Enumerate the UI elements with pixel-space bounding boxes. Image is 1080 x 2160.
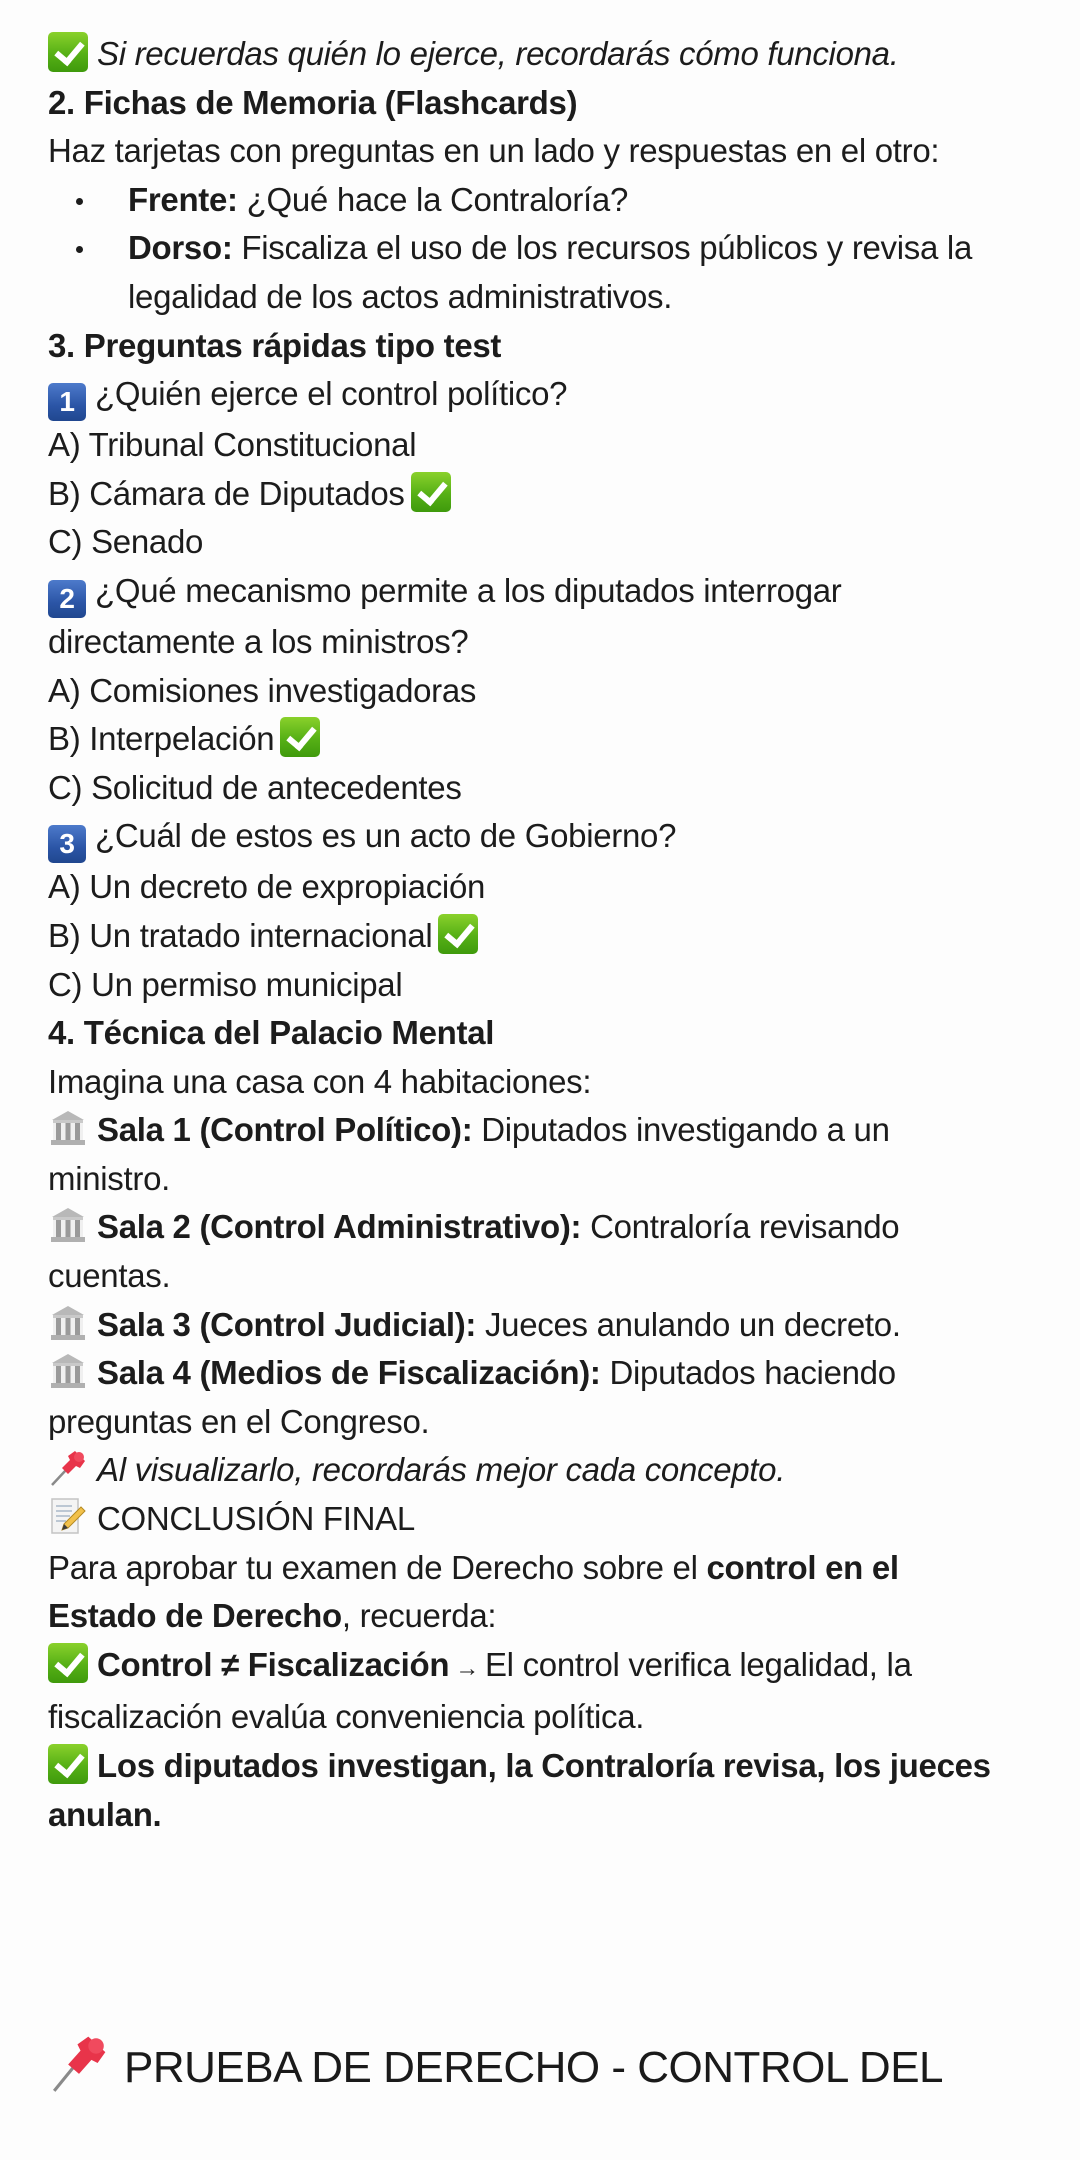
question-1-option-c: C) Senado: [48, 523, 204, 561]
document-body: [48, 30, 1048, 1839]
question-1-option-a: A) Tribunal Constitucional: [48, 426, 417, 464]
conclusion-intro-cont: Estado de Derecho, recuerda:: [48, 1597, 497, 1635]
room-2: Sala 2 (Control Administrativo): Contraloría revisando: [48, 1203, 1048, 1252]
flashcard-list: [48, 176, 1048, 322]
room-2-continuation: cuentas.: [48, 1257, 171, 1295]
room-3: Sala 3 (Control Judicial): Jueces anulando un decreto.: [48, 1301, 1048, 1350]
question-3-option-a: A) Un decreto de expropiación: [48, 868, 486, 906]
classical-building-icon: [48, 1351, 88, 1391]
question-3: 3 ¿Cuál de estos es un acto de Gobierno?: [48, 812, 1048, 863]
room-4: Sala 4 (Medios de Fiscalización): Diputados haciendo: [48, 1349, 1048, 1398]
keycap-2-icon: 2: [48, 580, 86, 618]
section-2-title: 2. Fichas de Memoria (Flashcards): [48, 83, 578, 121]
conclusion-point-1: Control ≠ Fiscalización → El control verifica legalidad, la: [48, 1641, 1048, 1694]
question-2-continuation: directamente a los ministros?: [48, 622, 469, 660]
conclusion-point-2-cont: anulan.: [48, 1795, 162, 1833]
flashcard-back: Dorso: Fiscaliza el uso de los recursos públicos y revisa la legalidad de los actos administrativos.: [48, 224, 1028, 321]
check-mark-icon: [280, 717, 320, 757]
section-4-title: 4. Técnica del Palacio Mental: [48, 1014, 495, 1052]
conclusion-point-1-cont: fiscalización evalúa conveniencia política.: [48, 1698, 645, 1736]
question-2-option-b: B) Interpelación: [48, 715, 1048, 764]
bullet-icon: [76, 246, 83, 253]
check-mark-icon: [48, 32, 88, 72]
question-1-option-b: B) Cámara de Diputados: [48, 470, 1048, 519]
conclusion-intro: Para aprobar tu examen de Derecho sobre el control en el: [48, 1548, 899, 1586]
check-mark-icon: [48, 1643, 88, 1683]
pushpin-icon: [48, 2030, 110, 2096]
classical-building-icon: [48, 1108, 88, 1148]
section-2-intro: Haz tarjetas con preguntas en un lado y respuestas en el otro:: [48, 132, 940, 170]
intro-tip: Si recuerdas quién lo ejerce, recordarás cómo funciona.: [48, 30, 1048, 79]
bullet-icon: [76, 198, 83, 205]
check-mark-icon: [438, 914, 478, 954]
room-1: Sala 1 (Control Político): Diputados investigando a un: [48, 1106, 1048, 1155]
question-2-option-a: A) Comisiones investigadoras: [48, 671, 477, 709]
right-arrow-icon: →: [455, 1654, 479, 1682]
room-1-continuation: ministro.: [48, 1159, 170, 1197]
check-mark-icon: [411, 472, 451, 512]
pushpin-icon: [48, 1448, 88, 1488]
memo-icon: [48, 1497, 88, 1537]
conclusion-title: CONCLUSIÓN FINAL: [48, 1495, 1048, 1544]
flashcard-front: Frente: ¿Qué hace la Contraloría?: [48, 176, 1048, 225]
question-3-option-b: B) Un tratado internacional: [48, 912, 1048, 961]
section-4-intro: Imagina una casa con 4 habitaciones:: [48, 1062, 592, 1100]
classical-building-icon: [48, 1303, 88, 1343]
room-4-continuation: preguntas en el Congreso.: [48, 1402, 430, 1440]
conclusion-point-2: Los diputados investigan, la Contraloría revisa, los jueces: [48, 1742, 1048, 1791]
question-2-option-c: C) Solicitud de antecedentes: [48, 768, 462, 806]
question-1: 1 ¿Quién ejerce el control político?: [48, 370, 1048, 421]
question-2: 2 ¿Qué mecanismo permite a los diputados interrogar: [48, 567, 1048, 618]
check-mark-icon: [48, 1744, 88, 1784]
keycap-1-icon: 1: [48, 383, 86, 421]
classical-building-icon: [48, 1205, 88, 1245]
section-4-tip: Al visualizarlo, recordarás mejor cada concepto.: [48, 1446, 1048, 1495]
footer-title: PRUEBA DE DERECHO - CONTROL DEL: [48, 2030, 943, 2098]
keycap-3-icon: 3: [48, 825, 86, 863]
section-3-title: 3. Preguntas rápidas tipo test: [48, 326, 502, 364]
question-3-option-c: C) Un permiso municipal: [48, 965, 403, 1003]
